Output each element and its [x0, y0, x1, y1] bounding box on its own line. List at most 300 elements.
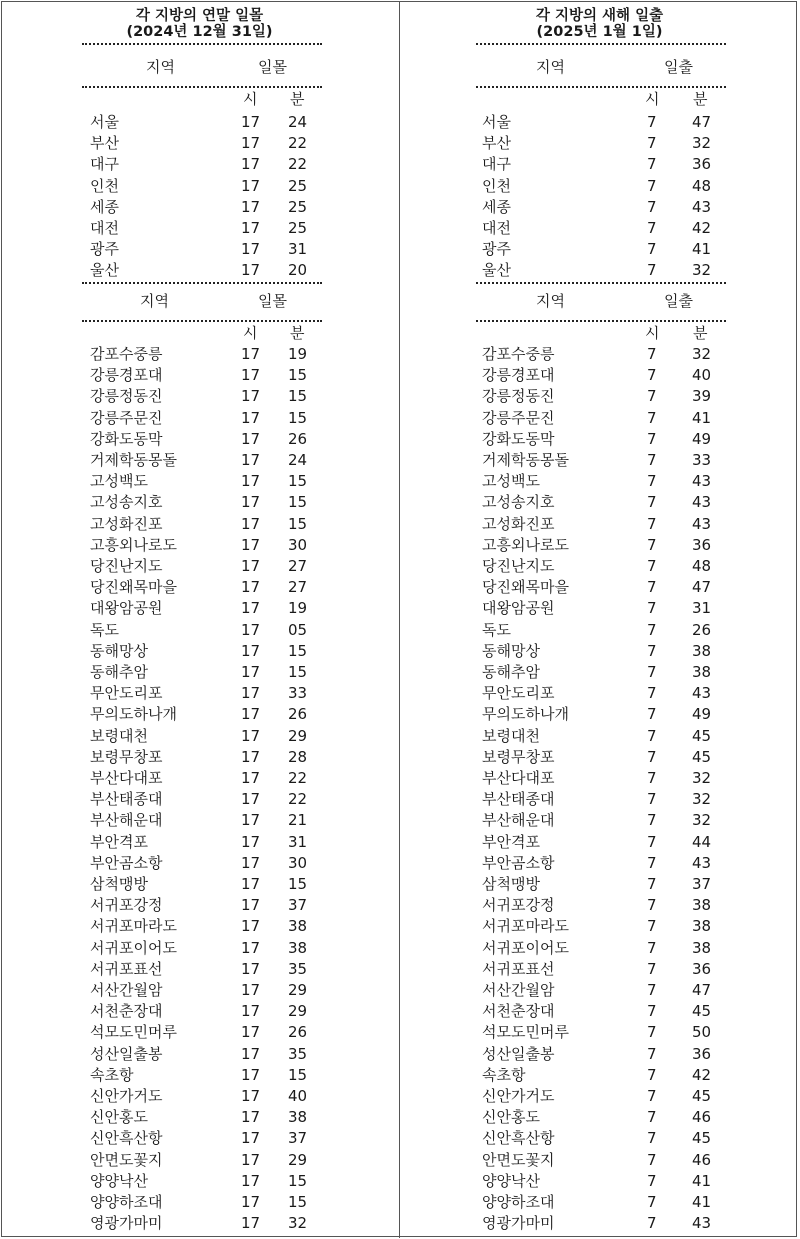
minute-label: 분 — [693, 90, 708, 108]
region-name: 강릉경포대 — [482, 366, 555, 385]
region-name: 강릉정동진 — [90, 387, 163, 406]
region-name: 서울 — [482, 113, 511, 131]
hour-value: 7 — [647, 1108, 657, 1127]
region-name: 동해추암 — [90, 663, 148, 681]
hour-value: 17 — [241, 429, 261, 448]
table-row — [0, 133, 399, 154]
minute-value: 27 — [288, 578, 308, 597]
region-header: 지역 — [536, 58, 565, 76]
minute-value: 48 — [692, 557, 712, 575]
region-name: 대왕암공원 — [90, 599, 163, 618]
region-name: 성산일출봉 — [90, 1044, 163, 1063]
region-name: 삼척맹방 — [90, 875, 148, 893]
minute-value: 24 — [288, 451, 308, 469]
minute-value: 19 — [288, 345, 308, 363]
table-row — [0, 641, 399, 662]
region-name: 고성화진포 — [482, 514, 555, 533]
table-row — [400, 598, 799, 619]
table-row — [0, 1150, 399, 1171]
minute-value: 31 — [692, 599, 712, 618]
region-name: 무의도하나개 — [90, 705, 177, 724]
minute-value: 32 — [692, 345, 712, 363]
hour-value: 17 — [241, 219, 261, 237]
region-name: 부안격포 — [482, 832, 540, 851]
hour-value: 7 — [647, 832, 657, 851]
minute-value: 05 — [288, 620, 308, 639]
minute-value: 38 — [692, 896, 712, 915]
table-row — [0, 197, 399, 218]
hour-value: 17 — [241, 197, 261, 216]
region-name: 대전 — [90, 219, 119, 237]
minute-value: 29 — [288, 981, 308, 999]
table-row — [400, 959, 799, 980]
minute-value: 37 — [288, 1129, 308, 1148]
hour-value: 17 — [241, 493, 261, 512]
sunrise-column — [400, 0, 799, 1239]
region-name: 강화도동막 — [482, 429, 555, 448]
minute-value: 43 — [692, 514, 712, 533]
region-name: 속초항 — [482, 1065, 526, 1084]
table-row — [0, 620, 399, 641]
table-row — [0, 959, 399, 980]
hour-value: 7 — [647, 408, 657, 427]
region-name: 서귀포마라도 — [90, 917, 177, 936]
region-name: 무안도리포 — [90, 684, 163, 703]
table-row — [400, 1213, 799, 1234]
minute-value: 36 — [692, 959, 712, 978]
table-row — [400, 577, 799, 598]
dotted-rule — [476, 320, 726, 322]
table-row — [400, 1044, 799, 1065]
minute-value: 42 — [692, 219, 712, 237]
hour-value: 17 — [241, 557, 261, 575]
region-name: 서울 — [90, 113, 119, 131]
region-name: 인천 — [90, 176, 119, 195]
minute-value: 36 — [692, 155, 712, 174]
table-row — [400, 197, 799, 218]
table-row — [0, 154, 399, 175]
region-name: 부산해운대 — [482, 811, 555, 830]
region-name: 부산 — [90, 134, 119, 153]
table-row — [0, 747, 399, 768]
hour-value: 7 — [647, 811, 657, 830]
minute-value: 22 — [288, 155, 308, 174]
table-row — [400, 1065, 799, 1086]
minute-value: 43 — [692, 472, 712, 491]
table-row — [0, 598, 399, 619]
table-row — [400, 1128, 799, 1149]
minute-value: 26 — [288, 705, 308, 724]
region-name: 감포수중릉 — [482, 345, 555, 363]
minute-value: 45 — [692, 1002, 712, 1021]
hour-value: 7 — [647, 663, 657, 681]
table-row — [0, 874, 399, 895]
table-row — [400, 641, 799, 662]
minute-value: 45 — [692, 747, 712, 766]
region-name: 강릉주문진 — [482, 408, 555, 427]
minute-value: 36 — [692, 1044, 712, 1063]
table-row — [0, 938, 399, 959]
region-name: 서천춘장대 — [90, 1002, 163, 1021]
hour-value: 17 — [241, 1087, 261, 1105]
hour-value: 17 — [241, 620, 261, 639]
region-name: 고성백도 — [482, 472, 540, 491]
minute-value: 39 — [692, 387, 712, 406]
hour-value: 17 — [241, 261, 261, 280]
minute-value: 25 — [288, 219, 308, 237]
region-name: 세종 — [90, 197, 119, 216]
minute-value: 40 — [288, 1087, 308, 1105]
table-row — [0, 492, 399, 513]
table-row — [400, 365, 799, 386]
hour-value: 17 — [241, 917, 261, 936]
region-name: 부산다대포 — [482, 769, 555, 787]
minute-label: 분 — [693, 324, 708, 342]
region-name: 속초항 — [90, 1065, 134, 1084]
minute-value: 43 — [692, 853, 712, 872]
minute-value: 15 — [288, 1065, 308, 1084]
minute-value: 36 — [692, 535, 712, 554]
minute-value: 26 — [288, 1023, 308, 1042]
table-row — [0, 535, 399, 556]
table-row — [0, 514, 399, 535]
region-name: 강릉경포대 — [90, 366, 163, 385]
hour-value: 17 — [241, 1044, 261, 1063]
minute-value: 31 — [288, 832, 308, 851]
table-row — [400, 1171, 799, 1192]
table-row — [0, 1213, 399, 1234]
minute-value: 49 — [692, 429, 712, 448]
region-name: 대구 — [482, 155, 511, 174]
table-row — [400, 810, 799, 831]
minute-value: 38 — [692, 641, 712, 660]
hour-value: 17 — [241, 599, 261, 618]
region-name: 신안홍도 — [482, 1108, 540, 1127]
minute-value: 15 — [288, 1193, 308, 1211]
minute-value: 35 — [288, 1044, 308, 1063]
minute-value: 24 — [288, 113, 308, 131]
table-row — [400, 218, 799, 239]
minute-value: 45 — [692, 1129, 712, 1148]
region-name: 보령무창포 — [482, 747, 555, 766]
region-name: 신안흑산항 — [482, 1129, 555, 1148]
table-row — [400, 514, 799, 535]
minute-value: 21 — [288, 811, 308, 830]
table-row — [400, 535, 799, 556]
table-row — [0, 260, 399, 281]
table-row — [400, 1086, 799, 1107]
hour-value: 7 — [647, 790, 657, 809]
hour-value: 7 — [647, 1193, 657, 1211]
region-name: 서귀포마라도 — [482, 917, 569, 936]
minute-value: 32 — [692, 811, 712, 830]
hour-value: 17 — [241, 451, 261, 469]
region-name: 신안가거도 — [482, 1087, 555, 1105]
hour-value: 17 — [241, 853, 261, 872]
dotted-rule — [82, 282, 322, 284]
hour-value: 17 — [241, 345, 261, 363]
minute-value: 40 — [692, 366, 712, 385]
table-row — [400, 620, 799, 641]
hour-value: 7 — [647, 641, 657, 660]
table-row — [400, 154, 799, 175]
hour-value: 17 — [241, 514, 261, 533]
hour-value: 17 — [241, 684, 261, 703]
region-name: 신안가거도 — [90, 1087, 163, 1105]
hour-value: 17 — [241, 1108, 261, 1127]
region-name: 울산 — [482, 261, 511, 280]
table-row — [0, 704, 399, 725]
region-header: 지역 — [536, 292, 565, 310]
table-row — [400, 768, 799, 789]
table-row — [400, 1192, 799, 1213]
minute-value: 38 — [692, 938, 712, 957]
hour-value: 7 — [647, 113, 657, 131]
minute-value: 43 — [692, 493, 712, 512]
hour-value: 17 — [241, 938, 261, 957]
minute-value: 38 — [692, 663, 712, 681]
region-name: 양양하조대 — [482, 1193, 555, 1211]
hour-value: 7 — [647, 705, 657, 724]
time-header: 일출 — [664, 292, 693, 310]
minute-value: 46 — [692, 1150, 712, 1169]
minute-value: 43 — [692, 1214, 712, 1233]
hour-value: 17 — [241, 1193, 261, 1211]
region-name: 서산간월암 — [482, 981, 555, 999]
hour-value: 17 — [241, 811, 261, 830]
table-row — [0, 450, 399, 471]
region-name: 석모도민머루 — [482, 1023, 569, 1042]
table-row — [0, 176, 399, 197]
region-name: 서귀포표선 — [482, 959, 555, 978]
region-name: 고성송지호 — [482, 493, 555, 512]
hour-label: 시 — [243, 324, 258, 342]
region-name: 광주 — [90, 240, 119, 259]
region-name: 거제학동몽돌 — [90, 451, 177, 469]
dotted-rule — [82, 43, 322, 45]
hour-value: 17 — [241, 896, 261, 915]
dotted-rule — [476, 43, 726, 45]
region-name: 석모도민머루 — [90, 1023, 177, 1042]
table-row — [400, 832, 799, 853]
minute-value: 29 — [288, 726, 308, 745]
table-row — [400, 556, 799, 577]
dotted-rule — [82, 86, 322, 88]
minute-value: 47 — [692, 981, 712, 999]
minute-value: 35 — [288, 959, 308, 978]
region-name: 동해망상 — [90, 641, 148, 660]
region-name: 감포수중릉 — [90, 345, 163, 363]
minute-value: 49 — [692, 705, 712, 724]
table-row — [400, 938, 799, 959]
hour-value: 7 — [647, 535, 657, 554]
minute-value: 26 — [288, 429, 308, 448]
table-row — [400, 789, 799, 810]
hour-value: 17 — [241, 535, 261, 554]
hour-value: 7 — [647, 1044, 657, 1063]
table-row — [0, 980, 399, 1001]
hour-value: 7 — [647, 451, 657, 469]
dotted-rule — [476, 86, 726, 88]
hour-value: 17 — [241, 1065, 261, 1084]
hour-value: 7 — [647, 557, 657, 575]
minute-value: 38 — [288, 917, 308, 936]
table-row — [0, 853, 399, 874]
table-row — [0, 556, 399, 577]
hour-value: 7 — [647, 769, 657, 787]
table-row — [400, 662, 799, 683]
table-row — [400, 704, 799, 725]
region-name: 안면도꽃지 — [90, 1150, 163, 1169]
hour-value: 7 — [647, 747, 657, 766]
region-name: 양양낙산 — [90, 1171, 148, 1190]
table-row — [0, 386, 399, 407]
region-name: 당진왜목마을 — [90, 578, 177, 597]
table-row — [400, 429, 799, 450]
region-name: 광주 — [482, 240, 511, 259]
table-row — [0, 768, 399, 789]
minute-value: 33 — [692, 451, 712, 469]
region-name: 당진난지도 — [482, 557, 555, 575]
minute-value: 22 — [288, 790, 308, 809]
time-header: 일몰 — [258, 58, 287, 76]
hour-value: 7 — [647, 176, 657, 195]
table-row — [0, 1128, 399, 1149]
table-row — [400, 1150, 799, 1171]
table-row — [400, 1022, 799, 1043]
hour-value: 7 — [647, 1002, 657, 1021]
minute-value: 32 — [692, 134, 712, 153]
minute-value: 15 — [288, 663, 308, 681]
region-name: 보령무창포 — [90, 747, 163, 766]
hour-value: 7 — [647, 387, 657, 406]
region-name: 울산 — [90, 261, 119, 280]
minute-value: 20 — [288, 261, 308, 280]
minute-value: 38 — [692, 917, 712, 936]
region-name: 독도 — [90, 620, 119, 639]
minute-value: 38 — [288, 1108, 308, 1127]
hour-value: 17 — [241, 769, 261, 787]
hour-value: 7 — [647, 155, 657, 174]
minute-value: 15 — [288, 366, 308, 385]
region-name: 서귀포이어도 — [482, 938, 569, 957]
minute-value: 29 — [288, 1002, 308, 1021]
hour-value: 7 — [647, 134, 657, 153]
table-row — [400, 386, 799, 407]
region-header: 지역 — [146, 58, 175, 76]
sunrise-title: 각 지방의 새해 일출 — [535, 8, 664, 24]
hour-value: 17 — [241, 1023, 261, 1042]
minute-value: 30 — [288, 535, 308, 554]
region-name: 영광가마미 — [482, 1214, 555, 1233]
table-row — [400, 916, 799, 937]
hour-value: 7 — [647, 366, 657, 385]
region-name: 고흥외나로도 — [90, 535, 177, 554]
sunrise-date: (2025년 1월 1일) — [536, 24, 663, 40]
region-name: 강릉주문진 — [90, 408, 163, 427]
region-name: 거제학동몽돌 — [482, 451, 569, 469]
table-row — [400, 853, 799, 874]
minute-value: 47 — [692, 113, 712, 131]
hour-value: 7 — [647, 959, 657, 978]
hour-label: 시 — [645, 324, 660, 342]
hour-value: 7 — [647, 1150, 657, 1169]
hour-value: 7 — [647, 1214, 657, 1233]
minute-value: 30 — [288, 853, 308, 872]
hour-value: 7 — [647, 345, 657, 363]
hour-value: 7 — [647, 219, 657, 237]
minute-value: 41 — [692, 240, 712, 259]
table-row — [0, 726, 399, 747]
table-row — [0, 1171, 399, 1192]
region-name: 대왕암공원 — [482, 599, 555, 618]
region-name: 보령대천 — [482, 726, 540, 745]
hour-value: 7 — [647, 429, 657, 448]
hour-value: 17 — [241, 875, 261, 893]
region-name: 삼척맹방 — [482, 875, 540, 893]
table-row — [0, 471, 399, 492]
table-row — [400, 260, 799, 281]
region-name: 동해추암 — [482, 663, 540, 681]
region-header: 지역 — [140, 292, 169, 310]
minute-value: 41 — [692, 408, 712, 427]
region-name: 부안곰소항 — [90, 853, 163, 872]
sunset-date: (2024년 12월 31일) — [126, 24, 273, 40]
region-name: 부산해운대 — [90, 811, 163, 830]
hour-value: 17 — [241, 1171, 261, 1190]
hour-value: 17 — [241, 641, 261, 660]
minute-value: 15 — [288, 472, 308, 491]
table-row — [400, 980, 799, 1001]
region-name: 세종 — [482, 197, 511, 216]
hour-label: 시 — [645, 90, 660, 108]
hour-value: 17 — [241, 134, 261, 153]
region-name: 서산간월암 — [90, 981, 163, 999]
region-name: 부안격포 — [90, 832, 148, 851]
region-name: 고흥외나로도 — [482, 535, 569, 554]
table-row — [0, 1001, 399, 1022]
table-row — [400, 133, 799, 154]
table-row — [0, 239, 399, 260]
hour-value: 7 — [647, 1171, 657, 1190]
region-name: 고성송지호 — [90, 493, 163, 512]
minute-value: 33 — [288, 684, 308, 703]
minute-value: 15 — [288, 408, 308, 427]
region-name: 부산태종대 — [482, 790, 555, 809]
minute-value: 25 — [288, 197, 308, 216]
region-name: 무의도하나개 — [482, 705, 569, 724]
minute-value: 41 — [692, 1193, 712, 1211]
minute-value: 27 — [288, 557, 308, 575]
hour-value: 17 — [241, 1002, 261, 1021]
table-row — [0, 1192, 399, 1213]
hour-value: 7 — [647, 1087, 657, 1105]
minute-value: 43 — [692, 684, 712, 703]
table-row — [0, 429, 399, 450]
minute-value: 44 — [692, 832, 712, 851]
hour-value: 7 — [647, 853, 657, 872]
region-name: 안면도꽃지 — [482, 1150, 555, 1169]
minute-value: 37 — [692, 875, 712, 893]
hour-value: 17 — [241, 176, 261, 195]
hour-value: 7 — [647, 1023, 657, 1042]
hour-value: 17 — [241, 1129, 261, 1148]
table-row — [0, 1022, 399, 1043]
table-row — [0, 1044, 399, 1065]
region-name: 부산태종대 — [90, 790, 163, 809]
hour-value: 17 — [241, 1214, 261, 1233]
region-name: 당진왜목마을 — [482, 578, 569, 597]
